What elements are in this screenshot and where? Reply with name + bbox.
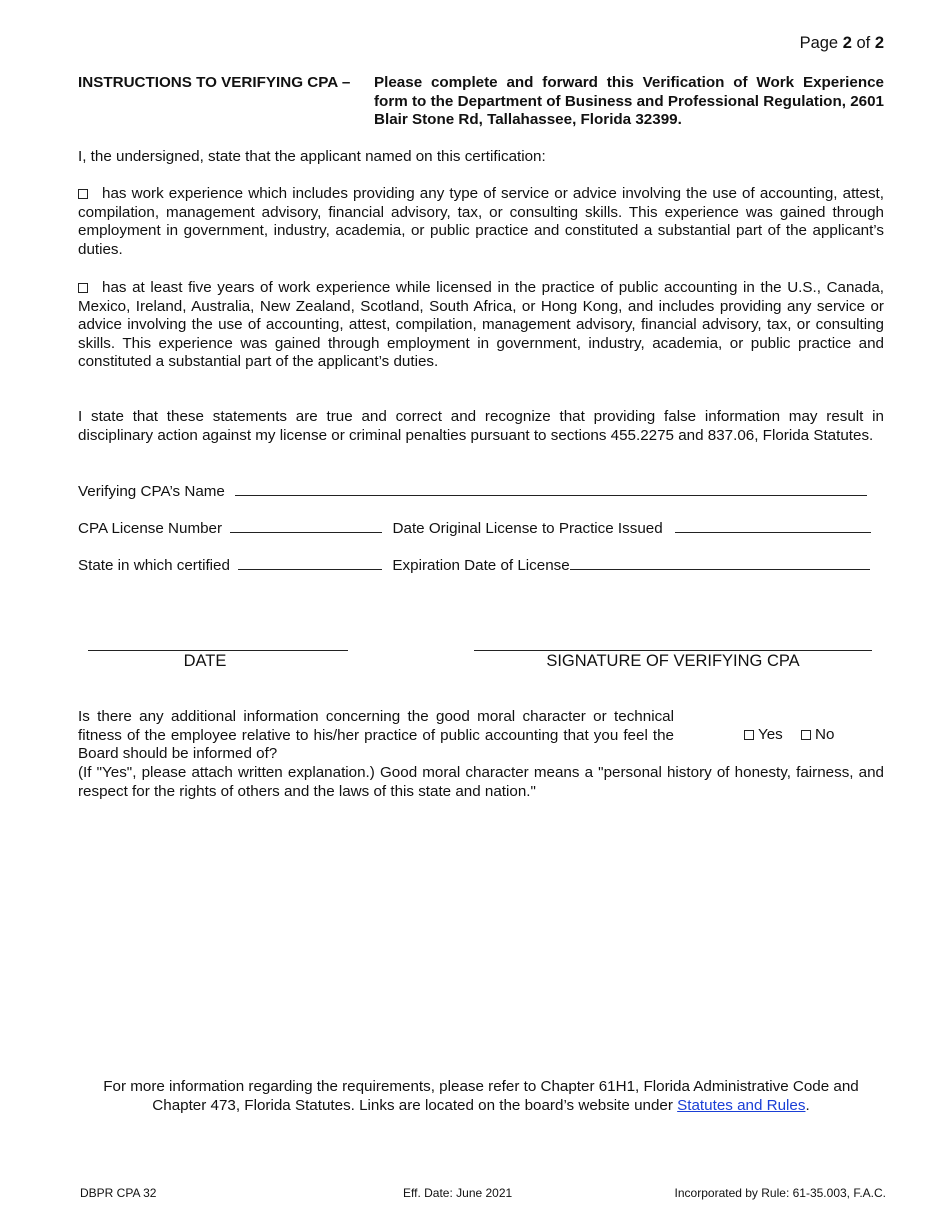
explanation-text: (If "Yes", please attach written explanation.) Good moral character means a "personal history of honesty, fairness, and respect for the rights of others and the laws of this state and nation." (78, 764, 884, 800)
state-field[interactable] (238, 555, 382, 570)
instructions-block (78, 74, 884, 130)
option1-paragraph (78, 185, 884, 259)
page-number-total: 2 (874, 34, 884, 52)
cpa-name-label: Verifying CPA’s Name (78, 483, 225, 500)
cpa-name-field[interactable] (235, 481, 867, 496)
question-options (744, 726, 834, 743)
effective-date: Eff. Date: June 2021 (403, 1186, 513, 1200)
original-license-label: Date Original License to Practice Issued (392, 520, 663, 537)
statement-text: I state that these statements are true and correct and recognize that providing false information may result in disciplinary action against my license or criminal penalties pursuant to sections 455.2275 and 837.06, Florida Statutes. (78, 408, 884, 444)
option2-paragraph (78, 279, 884, 372)
more-info (78, 1078, 884, 1115)
option2-text: has at least five years of work experience while licensed in the practice of public accounting in the U.S., Canada, Mexico, Ireland, Australia, New Zealand, Scotland, South Africa, or Hong Kong, and includes providing any service or advice involving the use of accounting, attest, compilation, management advisory, financial advisory, tax, or consulting skills. This experience was gained through employment in government, industry, academia, or public practice and constituted a substantial part of the applicant’s duties. (78, 279, 884, 370)
page-number-middle: of (851, 34, 875, 52)
no-checkbox[interactable] (801, 730, 811, 740)
signature-line[interactable] (474, 650, 872, 651)
yes-checkbox[interactable] (744, 730, 754, 740)
original-license-field[interactable] (675, 518, 871, 533)
option1-checkbox[interactable] (78, 189, 88, 199)
state-label: State in which certified (78, 557, 230, 574)
page-number (800, 34, 884, 53)
rule-reference: Incorporated by Rule: 61-35.003, F.A.C. (674, 1186, 886, 1200)
license-row (78, 518, 878, 539)
expiration-field[interactable] (570, 555, 870, 570)
state-row (78, 555, 878, 576)
statutes-and-rules-link[interactable]: Statutes and Rules (677, 1096, 806, 1114)
cpa-name-row (78, 481, 878, 502)
intro-text: I, the undersigned, state that the applicant named on this certification: (78, 148, 546, 165)
no-label: No (815, 726, 835, 743)
expiration-label: Expiration Date of License (392, 557, 570, 574)
option1-text: has work experience which includes providing any type of service or advice involving the use of accounting, attest, compilation, management advisory, financial advisory, tax, or consulting skills. This experience was gained through employment in government, industry, academia, or public practice and constituted a substantial part of the applicant’s duties. (78, 185, 884, 258)
license-number-field[interactable] (230, 518, 382, 533)
yes-label: Yes (758, 726, 783, 743)
page-number-prefix: Page (799, 34, 843, 52)
question-text-content: Is there any additional information concerning the good moral character or technical fitness of the employee relative to his/her practice of public accounting that you feel the Board should be informed of? (78, 708, 674, 762)
date-label: DATE (183, 652, 227, 670)
instructions-text: Please complete and forward this Verification of Work Experience form to the Department of Business and Professional Regulation, 2601 Blair Stone Rd, Tallahassee, Florida 32399. (374, 74, 884, 128)
license-number-label: CPA License Number (78, 520, 223, 537)
signature-label: SIGNATURE OF VERIFYING CPA (546, 652, 800, 670)
page-number-current: 2 (842, 34, 852, 52)
date-line[interactable] (88, 650, 348, 651)
more-info-end: . (805, 1096, 810, 1114)
option2-checkbox[interactable] (78, 283, 88, 293)
form-id: DBPR CPA 32 (80, 1186, 157, 1200)
more-info-text: For more information regarding the requirements, please refer to Chapter 61H1, Florida Administrative Code and Chapter 473, Florida Statutes. Links are located on the board’s website under (103, 1078, 859, 1114)
instructions-label: INSTRUCTIONS TO VERIFYING CPA – (78, 74, 351, 91)
